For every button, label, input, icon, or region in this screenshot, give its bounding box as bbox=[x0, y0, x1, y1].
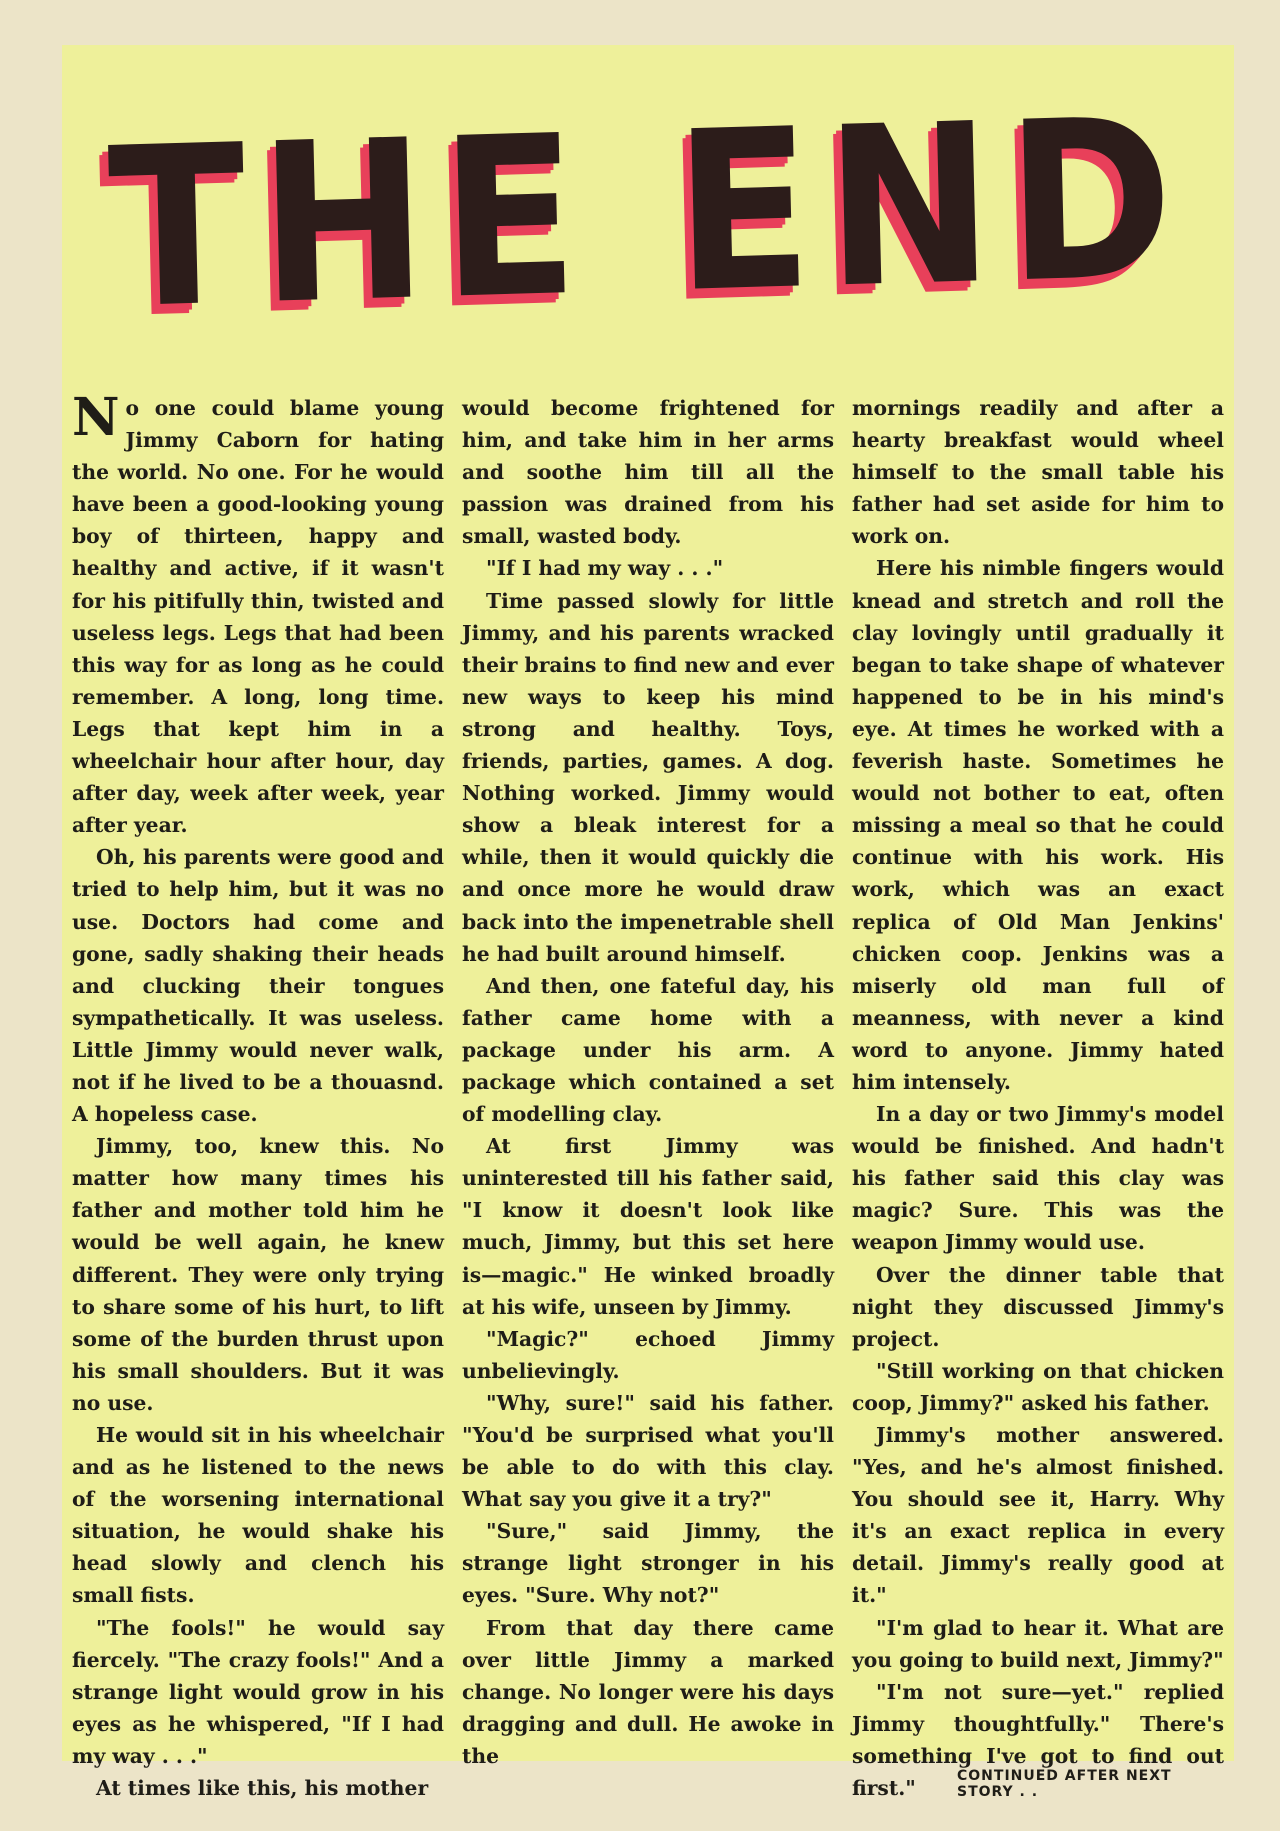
paragraph: At times like this, his mother bbox=[96, 1776, 429, 1801]
paragraph: Over the dinner table that night they discussed Jimmy's project. bbox=[852, 1262, 1224, 1351]
story-panel bbox=[62, 45, 1234, 1801]
paragraph: Jimmy, too, knew this. No matter how many times his father and mother told him he would be well again, he knew different. They were only trying to share some of his hurt, to lift some of the burden thrust upon his small shoulders. But it was no use. bbox=[72, 1134, 444, 1415]
text-column-2 bbox=[462, 392, 834, 1772]
paragraph: At first Jimmy was uninterested till his father said, "I know it doesn't look like much, Jimmy, but this set here is—magic." He winked broadly at his wife, unseen by Jimmy. bbox=[462, 1134, 834, 1319]
paragraph: mornings readily and after a hearty breakfast would wheel himself to the small table his father had set aside for him to work on. bbox=[852, 396, 1224, 549]
paragraph: would become frightened for him, and take him in her arms and soothe him till all the passion was drained from his small, wasted body. bbox=[462, 396, 834, 549]
paragraph: He would sit in his wheelchair and as he listened to the news of the worsening international situation, he would shake his head slowly and clench his small fists. bbox=[72, 1423, 444, 1608]
paragraph: Oh, his parents were good and tried to help him, but it was no use. Doctors had come and gone, sadly shaking their heads and clucking their tongues sympathetically. It was useless. Little Jimmy would never walk, not if he lived to be a thouasnd. A hopeless case. bbox=[72, 845, 444, 1127]
paragraph: Here his nimble fingers would knead and stretch and roll the clay lovingly until gradually it began to take shape of whatever happened to be in his mind's eye. At times he worked with a feverish haste. Sometimes he would not bother to eat, often missing a meal so that he could continue with his work. His work, which was an exact replica of Old Man Jenkins' chicken coop. Jenkins was a miserly old man full of meanness, with never a kind word to anyone. Jimmy hated him intensely. bbox=[852, 556, 1224, 1094]
paragraph: "The fools!" he would say fiercely. "The crazy fools!" And a strange light would grow in his eyes as he whispered, "If I had my way . . ." bbox=[72, 1615, 444, 1768]
paragraph: "Magic?" echoed Jimmy unbelievingly. bbox=[462, 1326, 834, 1383]
paragraph: And then, one fateful day, his father came home with a package under his arm. A package which contained a set of modelling clay. bbox=[462, 973, 834, 1127]
paragraph: Time passed slowly for little Jimmy, and his parents wracked their brains to find new and ever new ways to keep his mind strong and healthy. Toys, friends, parties, games. A dog. Nothing worked. Jimmy would show a bleak interest for a while, then it would quickly die and once more he would draw back into the impenetrable shell he had built around himself. bbox=[462, 588, 834, 966]
paragraph: Jimmy's mother answered. "Yes, and he's almost finished. You should see it, Harry. Why it's an exact replica in every detail. Jimmy's really good at it." bbox=[852, 1423, 1224, 1608]
paragraph: "Why, sure!" said his father. "You'd be surprised what you'll be able to do with this clay. What say you give it a try?" bbox=[462, 1390, 834, 1512]
paragraph: From that day there came over little Jimmy a marked change. No longer were his days dragging and dull. He awoke in the bbox=[462, 1615, 834, 1768]
paragraph: "Sure," said Jimmy, the strange light stronger in his eyes. "Sure. Why not?" bbox=[462, 1519, 834, 1608]
paragraph-text: o one could blame young Jimmy Caborn for hating the world. No one. For he would have been a good-looking young boy of thirteen, happy and healthy and active, if it wasn't for his pitifully thin, twisted and useless legs. Legs that had been this way for as long as he could remember. A long, long time. Legs that kept him in a wheelchair hour after hour, day after day, week after week, year after year. bbox=[72, 396, 444, 838]
continued-note: CONTINUED AFTER NEXT STORY . . bbox=[957, 1768, 1172, 1800]
text-column-3 bbox=[852, 392, 1224, 1804]
text-column-1 bbox=[72, 387, 444, 1804]
paragraph: "I'm glad to hear it. What are you going to build next, Jimmy?" bbox=[852, 1615, 1224, 1672]
paragraph: "I'm not sure—yet." replied Jimmy thoughtfully." There's something I've got to find out first." bbox=[852, 1679, 1224, 1801]
paragraph: "Still working on that chicken coop, Jimmy?" asked his father. bbox=[852, 1358, 1224, 1415]
paragraph bbox=[72, 387, 444, 841]
story-title: THE END bbox=[106, 70, 1190, 359]
drop-cap: N bbox=[72, 387, 120, 448]
paragraph: "If I had my way . . ." bbox=[486, 556, 724, 581]
paragraph: In a day or two Jimmy's model would be finished. And hadn't his father said this clay was magic? Sure. This was the weapon Jimmy would use. bbox=[852, 1102, 1224, 1255]
